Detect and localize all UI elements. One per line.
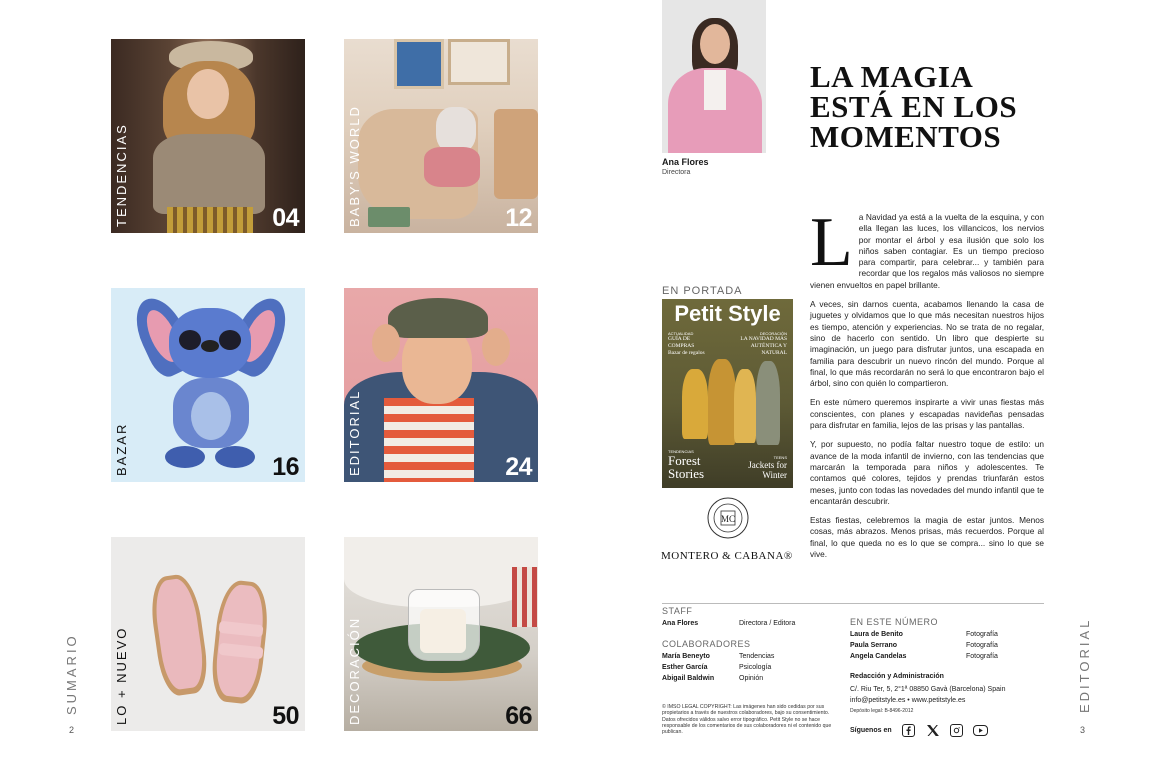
cover-bottom-right-title: Jackets for Winter <box>748 460 787 480</box>
face-shape <box>187 69 229 119</box>
cover-kid-3 <box>734 369 756 443</box>
staff-heading: STAFF <box>662 606 693 616</box>
tile-page-number: 24 <box>505 453 532 481</box>
en-este-numero-row <box>850 640 1040 651</box>
social-row <box>850 722 988 738</box>
en-este-numero-row <box>850 629 1040 640</box>
cover-left-line: GUÍA DE <box>668 336 691 342</box>
colaboradores-heading: COLABORADORES <box>662 639 751 649</box>
staff-name: Ana Flores <box>662 620 699 627</box>
youtube-icon[interactable] <box>973 725 988 736</box>
colaborador-role: Opinión <box>739 675 764 682</box>
sweater-shape <box>153 134 265 214</box>
author-name: Ana Flores <box>662 157 709 167</box>
divider <box>662 603 1044 604</box>
tile-page-number: 12 <box>505 204 532 232</box>
redaccion-address: C/. Riu Ter, 5, 2°1ª 08850 Gavà (Barcelona) Spain <box>850 686 1006 693</box>
contributor-name: Laura de Benito <box>850 631 903 638</box>
page-number: 2 <box>69 725 75 735</box>
author-face <box>700 24 730 64</box>
tile-page-number: 66 <box>505 702 532 730</box>
en-este-numero-heading: EN ESTE NÚMERO <box>850 617 939 627</box>
hand-right <box>482 328 510 366</box>
brand-name: MONTERO & CABANA® <box>661 550 793 562</box>
instagram-icon[interactable] <box>950 724 963 737</box>
cover-right-tag: DECORACIÓN <box>759 331 787 336</box>
title-line: LA MAGIA <box>810 59 974 94</box>
en-este-numero-row <box>850 651 1040 662</box>
author-role: Directora <box>662 169 691 176</box>
title-line: MOMENTOS <box>810 119 1002 154</box>
paragraph-text: a Navidad ya está a la vuelta de la esquina, y con ella llegan las luces, los villancicos, los nervios por montar el árbol y esa ilusión que solo los niños saben contagiar. Es un tiempo precioso para compartir, para celebrar... y también para recordar que los regalos más valiosos no siempre vienen envueltos en papel brillante. <box>810 212 1044 290</box>
redaccion-heading: Redacción y Administración <box>850 673 944 680</box>
svg-text:MC: MC <box>720 514 736 524</box>
tile-decoracion[interactable] <box>344 537 538 731</box>
cover-right-line: LA NAVIDAD MÁS <box>740 336 787 342</box>
paragraph-1 <box>810 204 1044 291</box>
paragraph-5: Estas fiestas, celebremos la magia de estar juntos. Menos cosas, más abrazos. Menos prisas, más recuerdos. Porque al final, lo que queda no es lo que se compra... sino lo que se vive. <box>810 515 1044 560</box>
editorial-body <box>810 204 1044 568</box>
tile-label: LO + NUEVO <box>114 626 129 725</box>
page-number: 3 <box>1080 725 1086 735</box>
contributor-role: Fotografía <box>966 653 998 660</box>
cap <box>388 298 488 338</box>
tile-label: BABY'S WORLD <box>347 105 362 227</box>
cover-left-line: Bazar de regalos <box>668 350 705 356</box>
author-photo <box>662 0 766 153</box>
wall-art-2 <box>448 39 510 85</box>
tile-label: BAZAR <box>114 422 129 476</box>
stitch-eye-left <box>179 330 201 350</box>
tile-editorial[interactable] <box>344 288 538 482</box>
contributor-name: Angela Candelas <box>850 653 907 660</box>
colaborador-row <box>662 662 842 673</box>
cover-right-line: NATURAL <box>761 350 787 356</box>
colaborador-name: Esther García <box>662 664 708 671</box>
tile-tendencias[interactable] <box>111 39 305 233</box>
paragraph-2: A veces, sin darnos cuenta, acabamos llenando la casa de juguetes y olvidamos que lo que más necesitan nuestros hijos es tiempo, atención y experiencias. No se trata de no regalar, sino de hacerlo con sentido. Un libro que despierte su imaginación, un juego para disfrutar juntos, una escapada en familia para descubrir un nuevo rincón del mundo. Porque al final, lo que más recordarán no será lo que encontraron bajo el árbol, sino con quién lo compartieron. <box>810 299 1044 389</box>
colaborador-row <box>662 651 842 662</box>
cover-kid-2 <box>708 359 736 445</box>
striped-shirt <box>384 398 474 482</box>
title-line: ESTÁ EN LOS <box>810 89 1018 124</box>
colaborador-role: Psicología <box>739 664 772 671</box>
contributor-role: Fotografía <box>966 631 998 638</box>
cover-left-line: COMPRAS <box>668 343 695 349</box>
cover-kid-4 <box>756 361 780 445</box>
stitch-belly <box>191 392 231 440</box>
magazine-cover[interactable] <box>662 299 793 488</box>
colaborador-name: Abigail Baldwin <box>662 675 715 682</box>
author-top <box>704 70 726 110</box>
book <box>368 207 410 227</box>
tile-bazar[interactable] <box>111 288 305 482</box>
dropcap: L <box>810 204 853 281</box>
paragraph-4: Y, por supuesto, no podía faltar nuestro toque de estilo: un avance de la moda infantil de invierno, con las tendencias que marcarán la temporada para niños y adolescentes. Te contamos qué colores, tejidos y prendas triunfarán estos meses, junto con todas las novedades del mundo infantil que te encantarán descubrir. <box>810 439 1044 506</box>
colaborador-name: María Beneyto <box>662 653 710 660</box>
redaccion-contact[interactable]: info@petitstyle.es • www.petitstyle.es <box>850 697 966 704</box>
tile-lo-nuevo[interactable] <box>111 537 305 731</box>
candle <box>420 609 466 653</box>
contributor-name: Paula Serrano <box>850 642 898 649</box>
tile-page-number: 04 <box>272 204 299 232</box>
facebook-icon[interactable] <box>902 724 915 737</box>
cover-bottom-left-tag: TENDENCIAS <box>668 449 694 454</box>
paragraph-3: En este número queremos inspirarte a vivir unas fiestas más conscientes, con planes y escapadas navideñas pensadas para disfrutar en familia, lejos de las prisas y las pantallas. <box>810 397 1044 431</box>
tile-label: EDITORIAL <box>347 389 362 476</box>
child-pants <box>424 147 480 187</box>
stitch-nose <box>201 340 219 352</box>
stitch-foot-left <box>165 446 205 468</box>
contributor-role: Fotografía <box>966 642 998 649</box>
section-label-sumario: SUMARIO <box>64 633 79 715</box>
hand-left <box>372 324 400 362</box>
staff-role: Directora / Editora <box>739 620 796 627</box>
colaborador-row <box>662 673 842 684</box>
plaid-pillow <box>512 567 538 627</box>
tile-page-number: 50 <box>272 702 299 730</box>
page-title <box>810 59 1050 154</box>
tile-label: DECORACIÓN <box>347 616 362 725</box>
cover-left-tag: ACTUALIDAD <box>668 331 694 336</box>
colaborador-role: Tendencias <box>739 653 775 660</box>
cover-bottom-right-tag: TEENS <box>773 455 787 460</box>
tile-label: TENDENCIAS <box>114 123 129 227</box>
cover-bottom-left-title: Forest Stories <box>668 453 705 481</box>
tile-page-number: 16 <box>272 453 299 481</box>
cover-right-line: AUTÉNTICA Y <box>750 343 787 349</box>
staff-row <box>662 618 842 629</box>
shelf <box>494 109 538 199</box>
social-label: Síguenos en <box>850 727 892 735</box>
wall-art <box>394 39 444 89</box>
cover-left-block <box>668 336 705 357</box>
section-label-editorial: EDITORIAL <box>1077 617 1092 713</box>
stitch-eye-right <box>219 330 241 350</box>
tile-babys-world[interactable] <box>344 39 538 233</box>
x-icon[interactable] <box>926 724 940 737</box>
cover-heading: EN PORTADA <box>662 285 743 297</box>
stitch-foot-right <box>215 446 255 468</box>
skirt-shape <box>167 207 253 233</box>
cover-kid-1 <box>682 369 708 439</box>
brand-logo-icon <box>706 496 750 540</box>
cover-right-block <box>740 336 787 357</box>
redaccion-legal: Depósito legal: B-8496-2012 <box>850 708 914 714</box>
copyright-text: © IMSO LEGAL COPYRIGHT: Las imágenes han sido cedidas por sus propietarios a través de nuestros colaboradores, bajo su consentimiento. Datos ofrecidos válidos salvo error tipográfico. Petit Style no se hace responsable de los comentarios de sus colaboradores ni el contenido que publican. <box>662 704 832 736</box>
cover-logo: Petit Style <box>674 301 781 326</box>
